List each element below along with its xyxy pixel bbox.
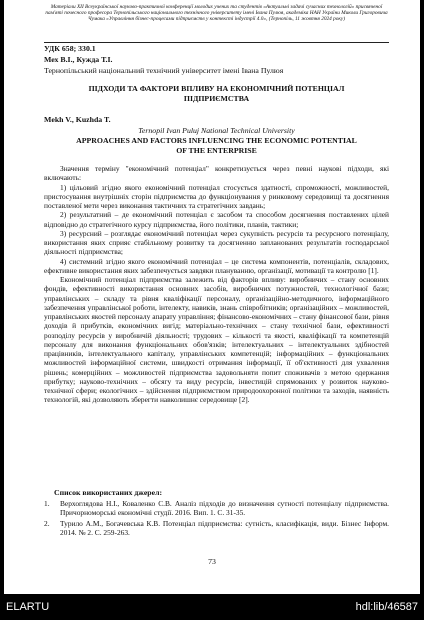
repository-name: ELARTU [6,601,50,613]
title-english: APPROACHES AND FACTORS INFLUENCING THE ECONOMIC POTENTIAL OF THE ENTERPRISE [76,136,357,155]
paragraph: Економічний потенціал підприємства залежить від факторів впливу: виробничих – стану основних фондів, ефективності використання основних засобів, виробничих потужностей, технологічної бази; управлінських – складу та рівня кваліфікації персоналу, організаційно-методичного, інформаційного забезпечення управлінської роботи, інтелекту, навиків, знань співробітників; організаційних – можливостей, управлінських якостей персоналу апарату управління; фінансово-економічних – стану фінансової бази, рівня доходів й прибутків, економічних вигід; матеріально-технічних – стану технічної бази, ефективності розподілу ресурсів у виробничій діяльності; трудових – кількості та якості, кваліфікації та компетенцій персоналу для виконання функціональних обов'язків; інтелектуальних – інтелектуальних здібностей працівників, інтелектуального капіталу, управлінських компетенцій; інформаційних – функціональних можливостей інформаційної системи, швидкості отримання інформації, її об'єктивності для ухвалення рішень; комерційних – можливостей підприємства задовольняти попит споживачів з метою одержання прибутку; науково-технічних – обсягу та виду ресурсів, інвестицій спрямованих у розвиток науково-технічної сфери; екологічних – здійснення підприємством природоохоронної політики та заходів, наявність технологій, які дозволяють зберегти навколишнє середовище [2]. [44,275,389,405]
document-page [4,0,420,594]
authors-english: Mekh V., Kuzhda T. [44,115,111,124]
title-ukrainian: ПІДХОДИ ТА ФАКТОРИ ВПЛИВУ НА ЕКОНОМІЧНИЙ ПОТЕНЦІАЛ ПІДПРИЄМСТВА [88,84,345,103]
reference-text: Турило А.М., Богачевська К.В. Потенціал підприємства: сутність, класифікація, види. Бізнес Інформ. 2014. № 2. С. 259-263. [60,518,389,537]
paragraph: Значення терміну "економічний потенціал" конкретизується через певні наукові підходи, які включають: [44,164,389,183]
references-list [44,499,389,538]
paragraph: 3) ресурсний – розглядає економічний потенціал через сукупність ресурсів та ресурсного потенціалу, використання яких сприяє стабільному розвитку та досягненню запланованих результатів господарської діяльності підприємства; [44,228,389,257]
repository-footer-bar [0,594,424,620]
paragraph: 1) цільовий згідно якого економічний потенціал стосується здатності, спроможності, можливостей, пристосування внутрішніх сторін підприємства до функціонування у ринковому середовищі та досягнення поставленої мети через виконання тактичних та стратегічних завдань; [44,182,389,210]
references-heading: Список використаних джерел: [54,488,163,497]
reference-item [44,499,389,518]
reference-text: Верхоглядова Н.І., Коваленко С.В. Аналіз підходів до визначення сутності потенціалу підприємства. Причорноморські економічні студії. 2016. Вип. 1. С. 31-35. [60,499,389,518]
handle-identifier: hdl:lib/46587 [355,601,418,613]
authors-ukrainian: Мех В.І., Кужда Т.І. [44,55,113,64]
paragraph: 2) результатний – де економічний потенціал є засобом та способом досягнення поставлених цілей відповідно до стратегічного курсу підприємства, його політики, планів, тактики; [44,210,389,229]
page-number: 73 [208,557,216,566]
reference-number: 1. [44,499,50,508]
article-body [44,164,389,405]
reference-item [44,519,389,538]
reference-number: 2. [44,518,50,528]
affiliation-english: Ternopil Ivan Puluj National Technical University [138,126,295,135]
conference-header: Матеріали XII Всеукраїнської науково-практичної конференції молодих учених та студентів «Актуальні задачі сучасних технологій» присвяченої пам'яті почесного професора Тернопільського національного технічного університету імені Івана Пулюя, академіка НАН України Миколи Григоровича Чумака «Управління бізнес-процесами підприємств у контексті індустрії 4.0», (Тернопіль, 11 жовтня 2024 року) [45,4,388,23]
header-divider [44,42,389,43]
paragraph: 4) системний згідно якого економічний потенціал – це система компонентів, потенціалів, складових, ефективне використання яких забезпечується завдяки плануванню, організації, мотивації та контролю [1]. [44,256,389,275]
affiliation-ukrainian: Тернопільський національний технічний університет імені Івана Пулюя [44,66,284,75]
udk-code: УДК 658; 330.1 [44,44,96,53]
